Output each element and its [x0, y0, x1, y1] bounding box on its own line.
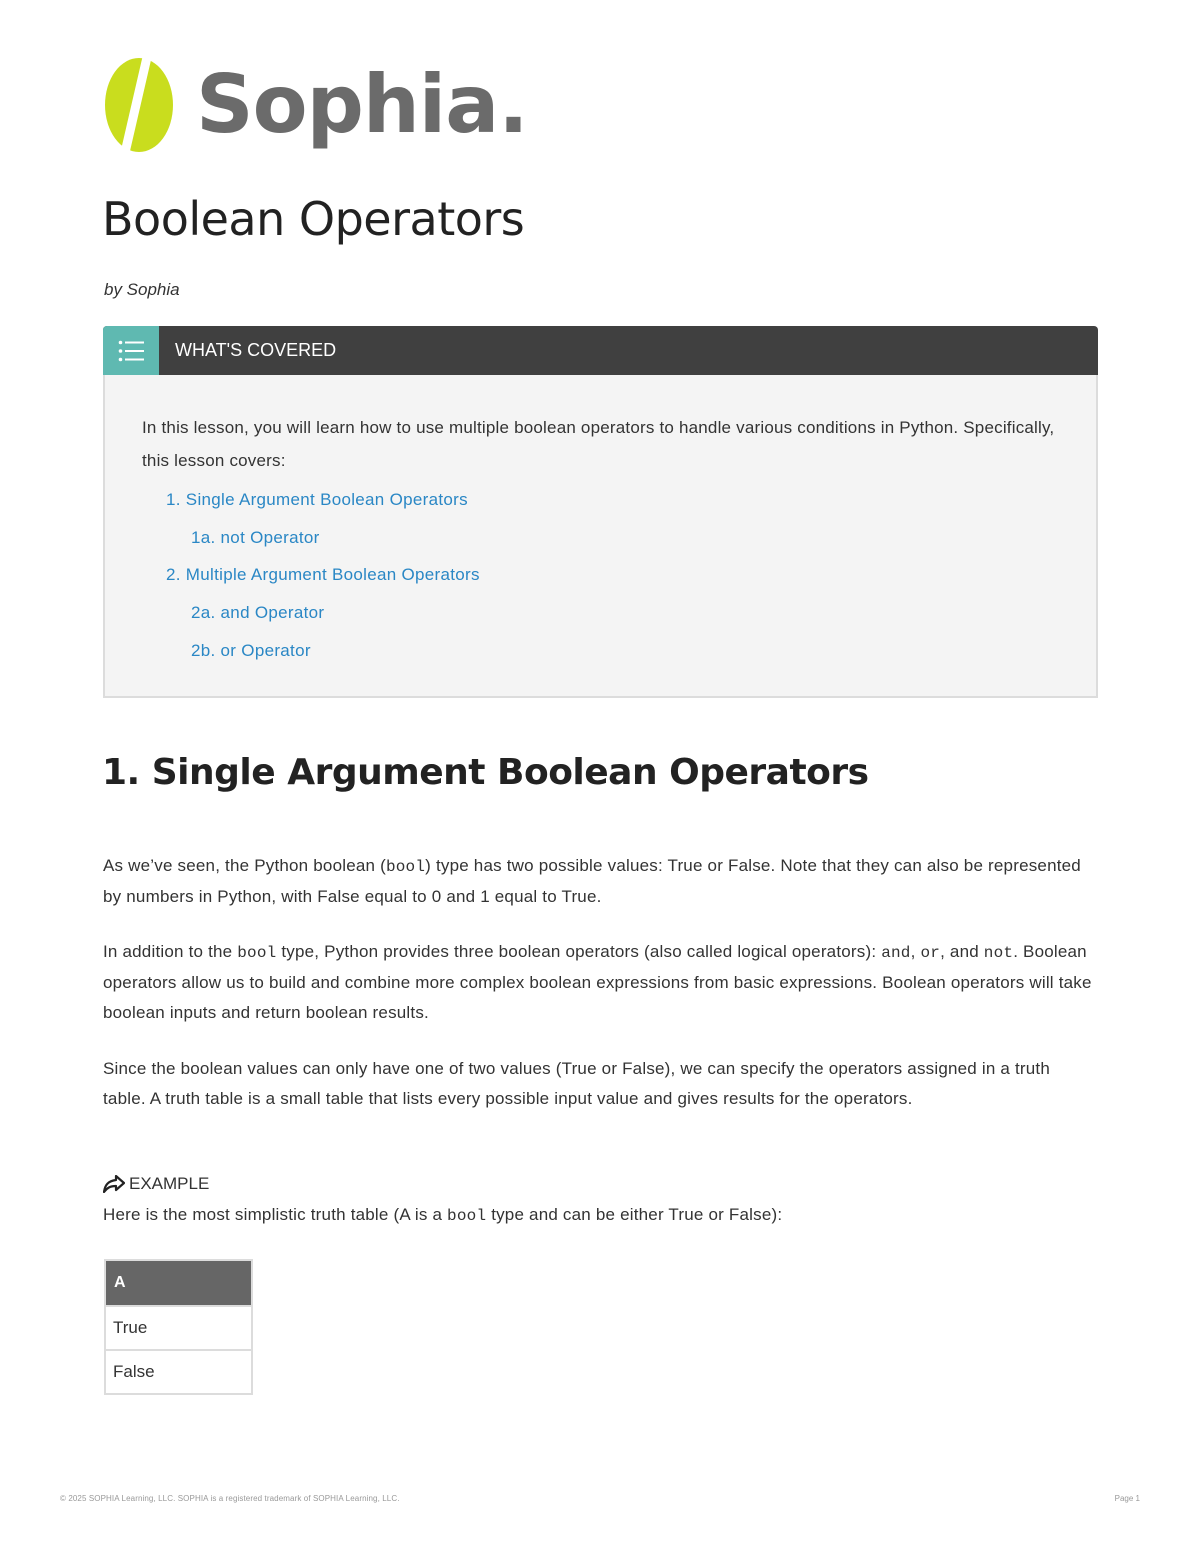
table-row	[105, 1306, 252, 1350]
sophia-logo-mark-icon	[102, 55, 174, 155]
page-title: Boolean Operators	[102, 192, 525, 246]
table-header-a: A	[105, 1260, 252, 1306]
list-icon	[103, 326, 159, 375]
paragraph-bool-values: As we’ve seen, the Python boolean (bool) type has two possible values: True or False. Note that they can also be represented by numbers in Python, with False equal to 0 and 1 equal to True.	[103, 856, 1081, 906]
example-label: EXAMPLE	[103, 1174, 209, 1194]
truth-table	[104, 1259, 253, 1395]
toc-link-or-operator[interactable]: 2b. or Operator	[191, 641, 311, 660]
toc-link-multiple-argument[interactable]: 2. Multiple Argument Boolean Operators	[166, 565, 480, 584]
whats-covered-box	[103, 326, 1098, 698]
toc-link-and-operator[interactable]: 2a. and Operator	[191, 603, 325, 622]
example-text: Here is the most simplistic truth table (A is a bool type and can be either True or False):	[103, 1205, 783, 1225]
whats-covered-title: WHAT'S COVERED	[175, 340, 337, 360]
whats-covered-header	[103, 326, 1098, 375]
logo-wordmark: Sophia.	[196, 58, 528, 151]
toc-link-not-operator[interactable]: 1a. not Operator	[191, 528, 320, 547]
paragraph-truth-table: Since the boolean values can only have one of two values (True or False), we can specify the operators assigned in a truth table. A truth table is a small table that lists every possible input value and gives results for the operators.	[103, 1059, 1051, 1108]
footer-page-number: Page 1	[1114, 1494, 1140, 1503]
share-arrow-icon	[103, 1175, 125, 1193]
covered-intro-text: In this lesson, you will learn how to use multiple boolean operators to handle various conditions in Python. Specifically, this lesson covers:	[142, 418, 1055, 470]
table-cell: False	[105, 1350, 252, 1394]
toc-link-single-argument[interactable]: 1. Single Argument Boolean Operators	[166, 490, 468, 509]
whats-covered-body	[103, 375, 1098, 698]
section-heading: 1. Single Argument Boolean Operators	[102, 752, 869, 793]
paragraph-boolean-operators: In addition to the bool type, Python provides three boolean operators (also called logical operators): and, or, and not. Boolean operators allow us to build and combine more complex boolean expressions from basic expressions. Boolean operators will take boolean inputs and return boolean results.	[103, 942, 1092, 1022]
byline: by Sophia	[104, 280, 180, 299]
table-cell: True	[105, 1306, 252, 1350]
table-row	[105, 1350, 252, 1394]
footer-copyright: © 2025 SOPHIA Learning, LLC. SOPHIA is a registered trademark of SOPHIA Learning, LLC.	[60, 1494, 400, 1503]
sophia-logo	[102, 55, 528, 155]
